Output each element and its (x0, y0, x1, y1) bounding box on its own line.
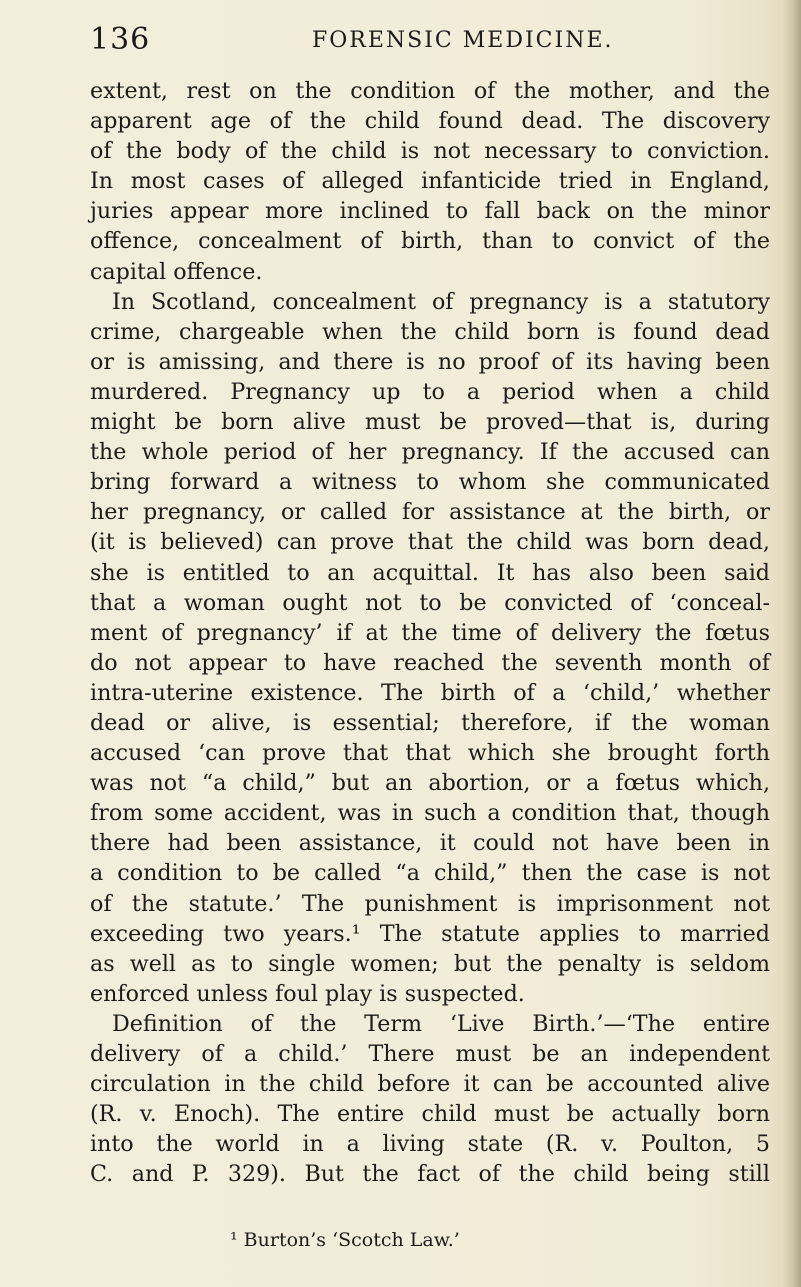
body-text (90, 76, 770, 1189)
text-line: In Scotland, concealment of pregnancy is a statutory (112, 288, 770, 315)
text-line: exceeding two years.¹ The statute applies to married (90, 920, 770, 947)
text-line: she is entitled to an acquittal. It has also been said (90, 559, 770, 586)
text-line: bring forward a witness to whom she communicated (90, 469, 770, 496)
text-line: delivery of a child.’ There must be an independent (90, 1041, 770, 1067)
text-line: from some accident, was in such a condition that, though (90, 800, 770, 827)
text-line: Definition of the Term ‘Live Birth.’—‘The entire (112, 1010, 770, 1037)
page-header (90, 22, 780, 58)
text-line: that a woman ought not to be convicted of ‘conceal- (90, 589, 770, 616)
page-edge-shadow (783, 0, 801, 1287)
text-line: murdered. Pregnancy up to a period when a child (90, 378, 770, 405)
text-line: or is amissing, and there is no proof of its having been (90, 348, 770, 375)
text-line: extent, rest on the condition of the mother, and the (90, 78, 770, 104)
text-line: ment of pregnancy’ if at the time of delivery the fœtus (90, 619, 770, 646)
text-line: might be born alive must be proved—that is, during (90, 409, 770, 436)
text-line: intra-uterine existence. The birth of a ‘child,’ whether (90, 679, 770, 706)
text-line: the whole period of her pregnancy. If the accused can (90, 439, 770, 466)
text-line: enforced unless foul play is suspected. (90, 980, 525, 1007)
text-line: capital offence. (90, 258, 263, 285)
text-line: accused ‘can prove that that which she brought forth (90, 740, 770, 767)
text-line: offence, concealment of birth, than to convict of the (90, 228, 770, 255)
text-line: of the body of the child is not necessary to conviction. (90, 138, 770, 165)
text-line: apparent age of the child found dead. The discovery (90, 108, 770, 135)
text-line: into the world in a living state (R. v. Poulton, 5 (90, 1131, 770, 1158)
text-line: was not “a child,” but an abortion, or a fœtus which, (90, 770, 770, 797)
text-line: crime, chargeable when the child born is found dead (90, 318, 770, 345)
page-number: 136 (90, 22, 151, 57)
text-line: In most cases of alleged infanticide tried in England, (90, 168, 770, 195)
text-line: do not appear to have reached the seventh month of (90, 649, 770, 676)
text-line: her pregnancy, or called for assistance at the birth, or (90, 499, 770, 526)
text-line: (it is believed) can prove that the child was born dead, (90, 529, 770, 556)
text-line: of the statute.’ The punishment is imprisonment not (90, 890, 770, 917)
text-line: there had been assistance, it could not have been in (90, 830, 770, 857)
text-line: C. and P. 329). But the fact of the child being still (90, 1161, 770, 1188)
text-line: a condition to be called “a child,” then the case is not (90, 860, 770, 887)
running-head: FORENSIC MEDICINE. (312, 28, 614, 53)
text-line: (R. v. Enoch). The entire child must be actually born (90, 1101, 770, 1128)
text-line: juries appear more inclined to fall back on the minor (90, 198, 770, 225)
text-line: dead or alive, is essential; therefore, if the woman (90, 709, 770, 736)
footnote-text: ¹ Burton’s ‘Scotch Law.’ (230, 1229, 460, 1251)
text-line: as well as to single women; but the penalty is seldom (90, 950, 770, 977)
text-line: circulation in the child before it can be accounted alive (90, 1071, 770, 1098)
